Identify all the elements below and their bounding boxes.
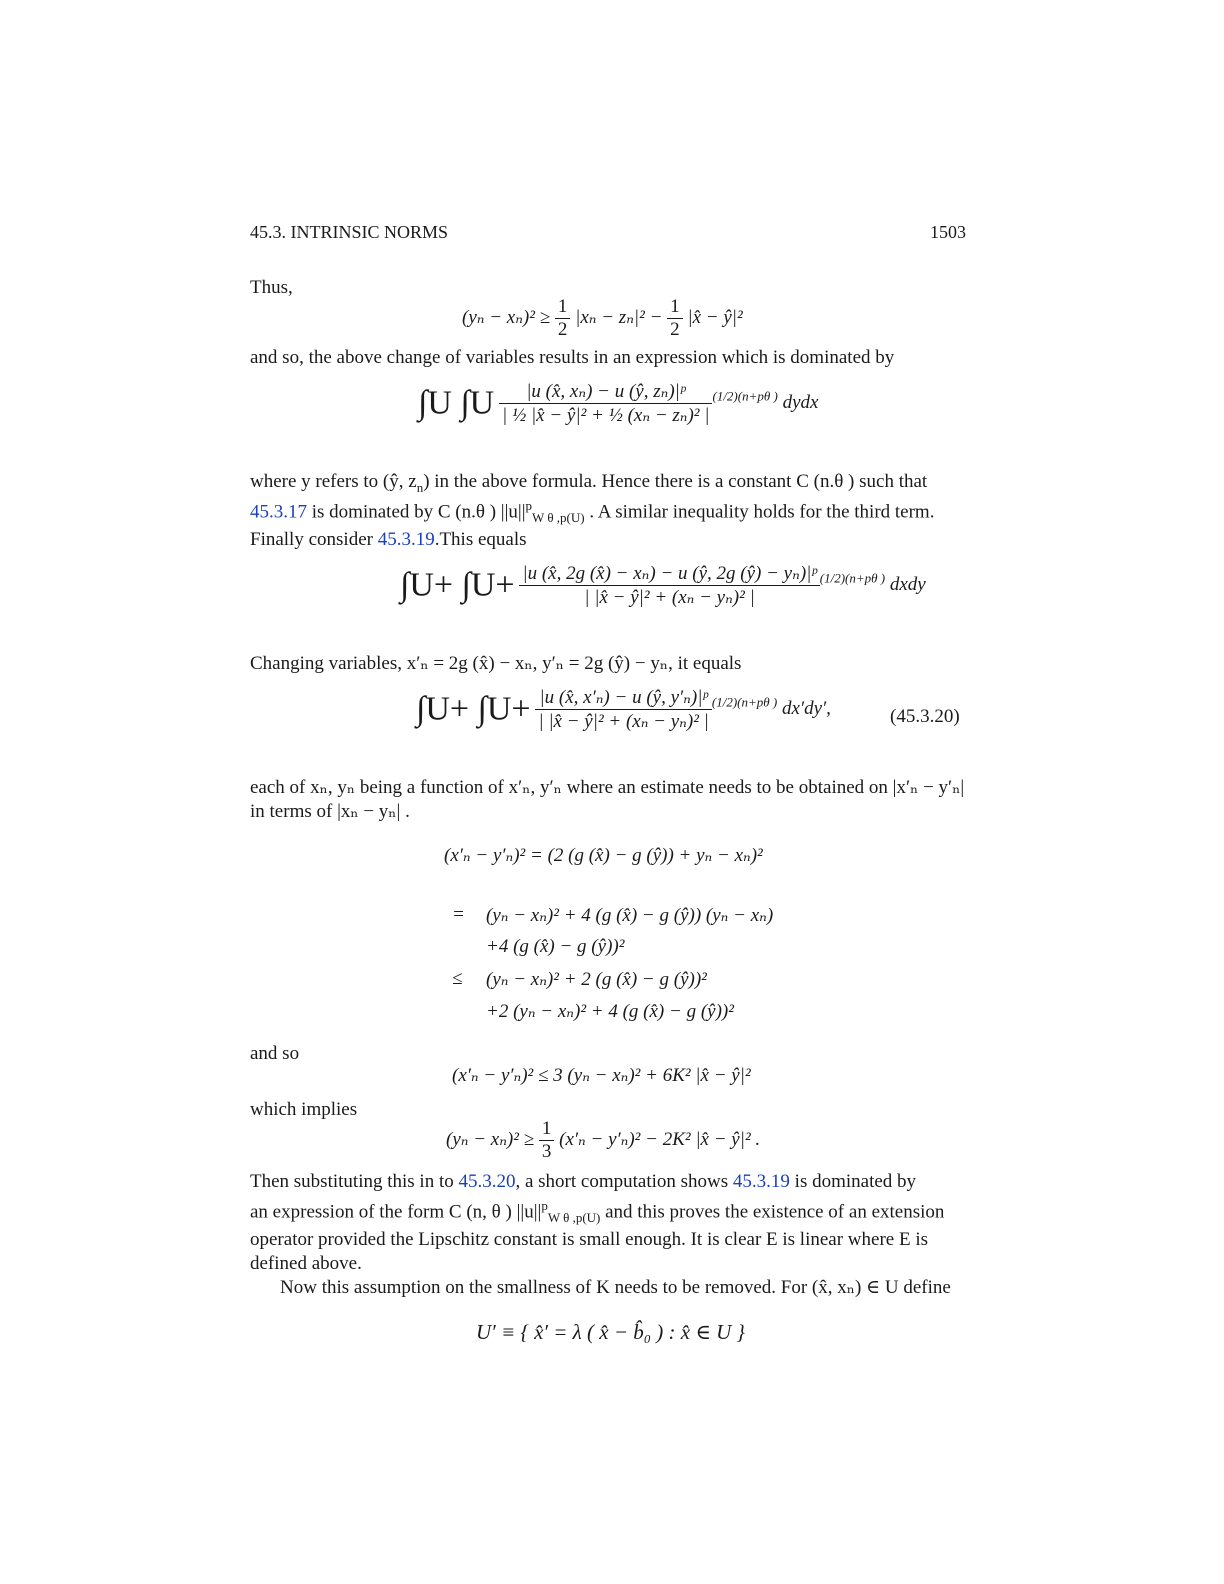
text-line: Then substituting this in to 45.3.20, a short computation shows 45.3.19 is dominated by	[250, 1171, 917, 1192]
eq6-relation-equals: =	[452, 904, 465, 925]
text-line: an expression of the form C (n, θ ) $||u||^p_{W \theta ,p(U)}$ and this proves the existence of an extension	[250, 1198, 945, 1226]
text-line: operator provided the Lipschitz constant is small enough. It is clear E is linear where E is	[250, 1229, 928, 1250]
page-number: 1503	[930, 222, 966, 242]
eq4-frac: $\frac{\text{|u (x̂, x′ₙ) − u (ŷ, y′ₙ)|ᵖ}}{\text{| |x̂ − ŷ|² + (xₙ − yₙ)² |}}$	[535, 686, 712, 733]
eq1-frac-a: $\frac{1}{2}$	[555, 296, 571, 341]
text-line: and so	[250, 1043, 300, 1064]
double-integral: ∫U ∫U	[418, 384, 495, 422]
double-integral: ∫U+ ∫U+	[400, 566, 515, 604]
equation-5: (x′ₙ − y′ₙ)² = (2 (g (x̂) − g (ŷ)) + yₙ − xₙ)²	[444, 845, 763, 866]
text-line: Thus,	[250, 277, 293, 298]
equation-4	[416, 686, 831, 733]
eq2-exponent: (1/2)(n+pθ )	[712, 388, 778, 404]
equation-2	[418, 380, 818, 427]
eq4-tail: dx′dy′,	[781, 697, 831, 719]
equation-link[interactable]: 45.3.20	[458, 1171, 516, 1192]
eq1-right: |x̂ − ŷ|²	[687, 306, 743, 328]
eq3-exponent: (1/2)(n+pθ )	[819, 570, 886, 586]
text-line: 45.3.17 is dominated by C (n.θ ) $||u||^p_{W \theta ,p(U)}$ . A similar inequality holds for the third term.	[250, 498, 935, 526]
equation-8: (yₙ − xₙ)² ≥ $\frac{1}{3}$ (x′ₙ − y′ₙ)² − 2K² |x̂ − ŷ|² .	[446, 1118, 761, 1162]
equation-number: (45.3.20)	[890, 706, 960, 727]
eq2-tail: dydx	[782, 391, 819, 413]
eq3-frac: $\frac{\text{|u (x̂, 2g (x̂) − xₙ) − u (ŷ, 2g (ŷ) − yₙ)|ᵖ}}{\text{| |x̂ − ŷ|² + (xₙ − yₙ)² |}}$	[519, 562, 819, 609]
text-line: in terms of |xₙ − yₙ| .	[250, 801, 410, 822]
equation-link[interactable]: 45.3.17	[250, 501, 307, 523]
double-integral: ∫U+ ∫U+	[416, 690, 531, 728]
equation-3	[400, 562, 926, 609]
equation-link[interactable]: 45.3.19	[377, 529, 435, 550]
norm-subscript: W θ ,p(U)	[547, 1210, 601, 1226]
eq3-tail: dxdy	[889, 573, 926, 595]
eq1-mid: |xₙ − zₙ|² −	[575, 306, 663, 328]
eq1-frac-b: $\frac{1}{2}$	[667, 296, 683, 341]
eq1-left: (yₙ − xₙ)² ≥	[462, 306, 551, 328]
text-line: which implies	[250, 1099, 358, 1120]
norm-subscript: W θ ,p(U)	[532, 510, 585, 526]
text-line: Now this assumption on the smallness of K needs to be removed. For (x̂, xₙ) ∈ U define	[280, 1277, 951, 1298]
eq6-line-3: (yₙ − xₙ)² + 2 (g (x̂) − g (ŷ))²	[486, 969, 707, 990]
running-header: 45.3. INTRINSIC NORMS	[250, 222, 449, 242]
equation-link[interactable]: 45.3.19	[732, 1171, 790, 1192]
eq6-line-1: (yₙ − xₙ)² + 4 (g (x̂) − g (ŷ)) (yₙ − xₙ)	[486, 905, 774, 926]
text-line: Changing variables, x′ₙ = 2g (x̂) − xₙ, y′ₙ = 2g (ŷ) − yₙ, it equals	[250, 653, 742, 674]
eq6-relation-leq: ≤	[452, 968, 463, 989]
text-line: Finally consider 45.3.19.This equals	[250, 529, 527, 550]
text-line: and so, the above change of variables results in an expression which is dominated by	[250, 347, 895, 368]
eq8-frac: $\frac{1}{3}$	[539, 1118, 555, 1163]
equation-7: (x′ₙ − y′ₙ)² ≤ 3 (yₙ − xₙ)² + 6K² |x̂ − ŷ|²	[452, 1065, 751, 1086]
text-line: where y refers to (ŷ, $z_n$) in the above formula. Hence there is a constant C (n.θ ) such that	[250, 471, 928, 495]
equation-1	[462, 296, 743, 341]
eq2-frac: $\frac{\text{|u (x̂, xₙ) − u (ŷ, zₙ)|ᵖ}}{\text{| ½ |x̂ − ŷ|² + ½ (xₙ − zₙ)² |}}$	[499, 380, 713, 427]
text-line: defined above.	[250, 1253, 362, 1274]
equation-9: U′ ≡ { x̂′ = λ ( x̂ − b̂₀ ) : x̂ ∈ U }	[476, 1320, 745, 1344]
text-line: each of xₙ, yₙ being a function of x′ₙ, y′ₙ where an estimate needs to be obtained on |x′ₙ − y′ₙ|	[250, 777, 965, 798]
eq4-exponent: (1/2)(n+pθ )	[711, 694, 778, 710]
eq6-line-2: +4 (g (x̂) − g (ŷ))²	[486, 936, 625, 957]
eq6-line-4: +2 (yₙ − xₙ)² + 4 (g (x̂) − g (ŷ))²	[486, 1001, 734, 1022]
